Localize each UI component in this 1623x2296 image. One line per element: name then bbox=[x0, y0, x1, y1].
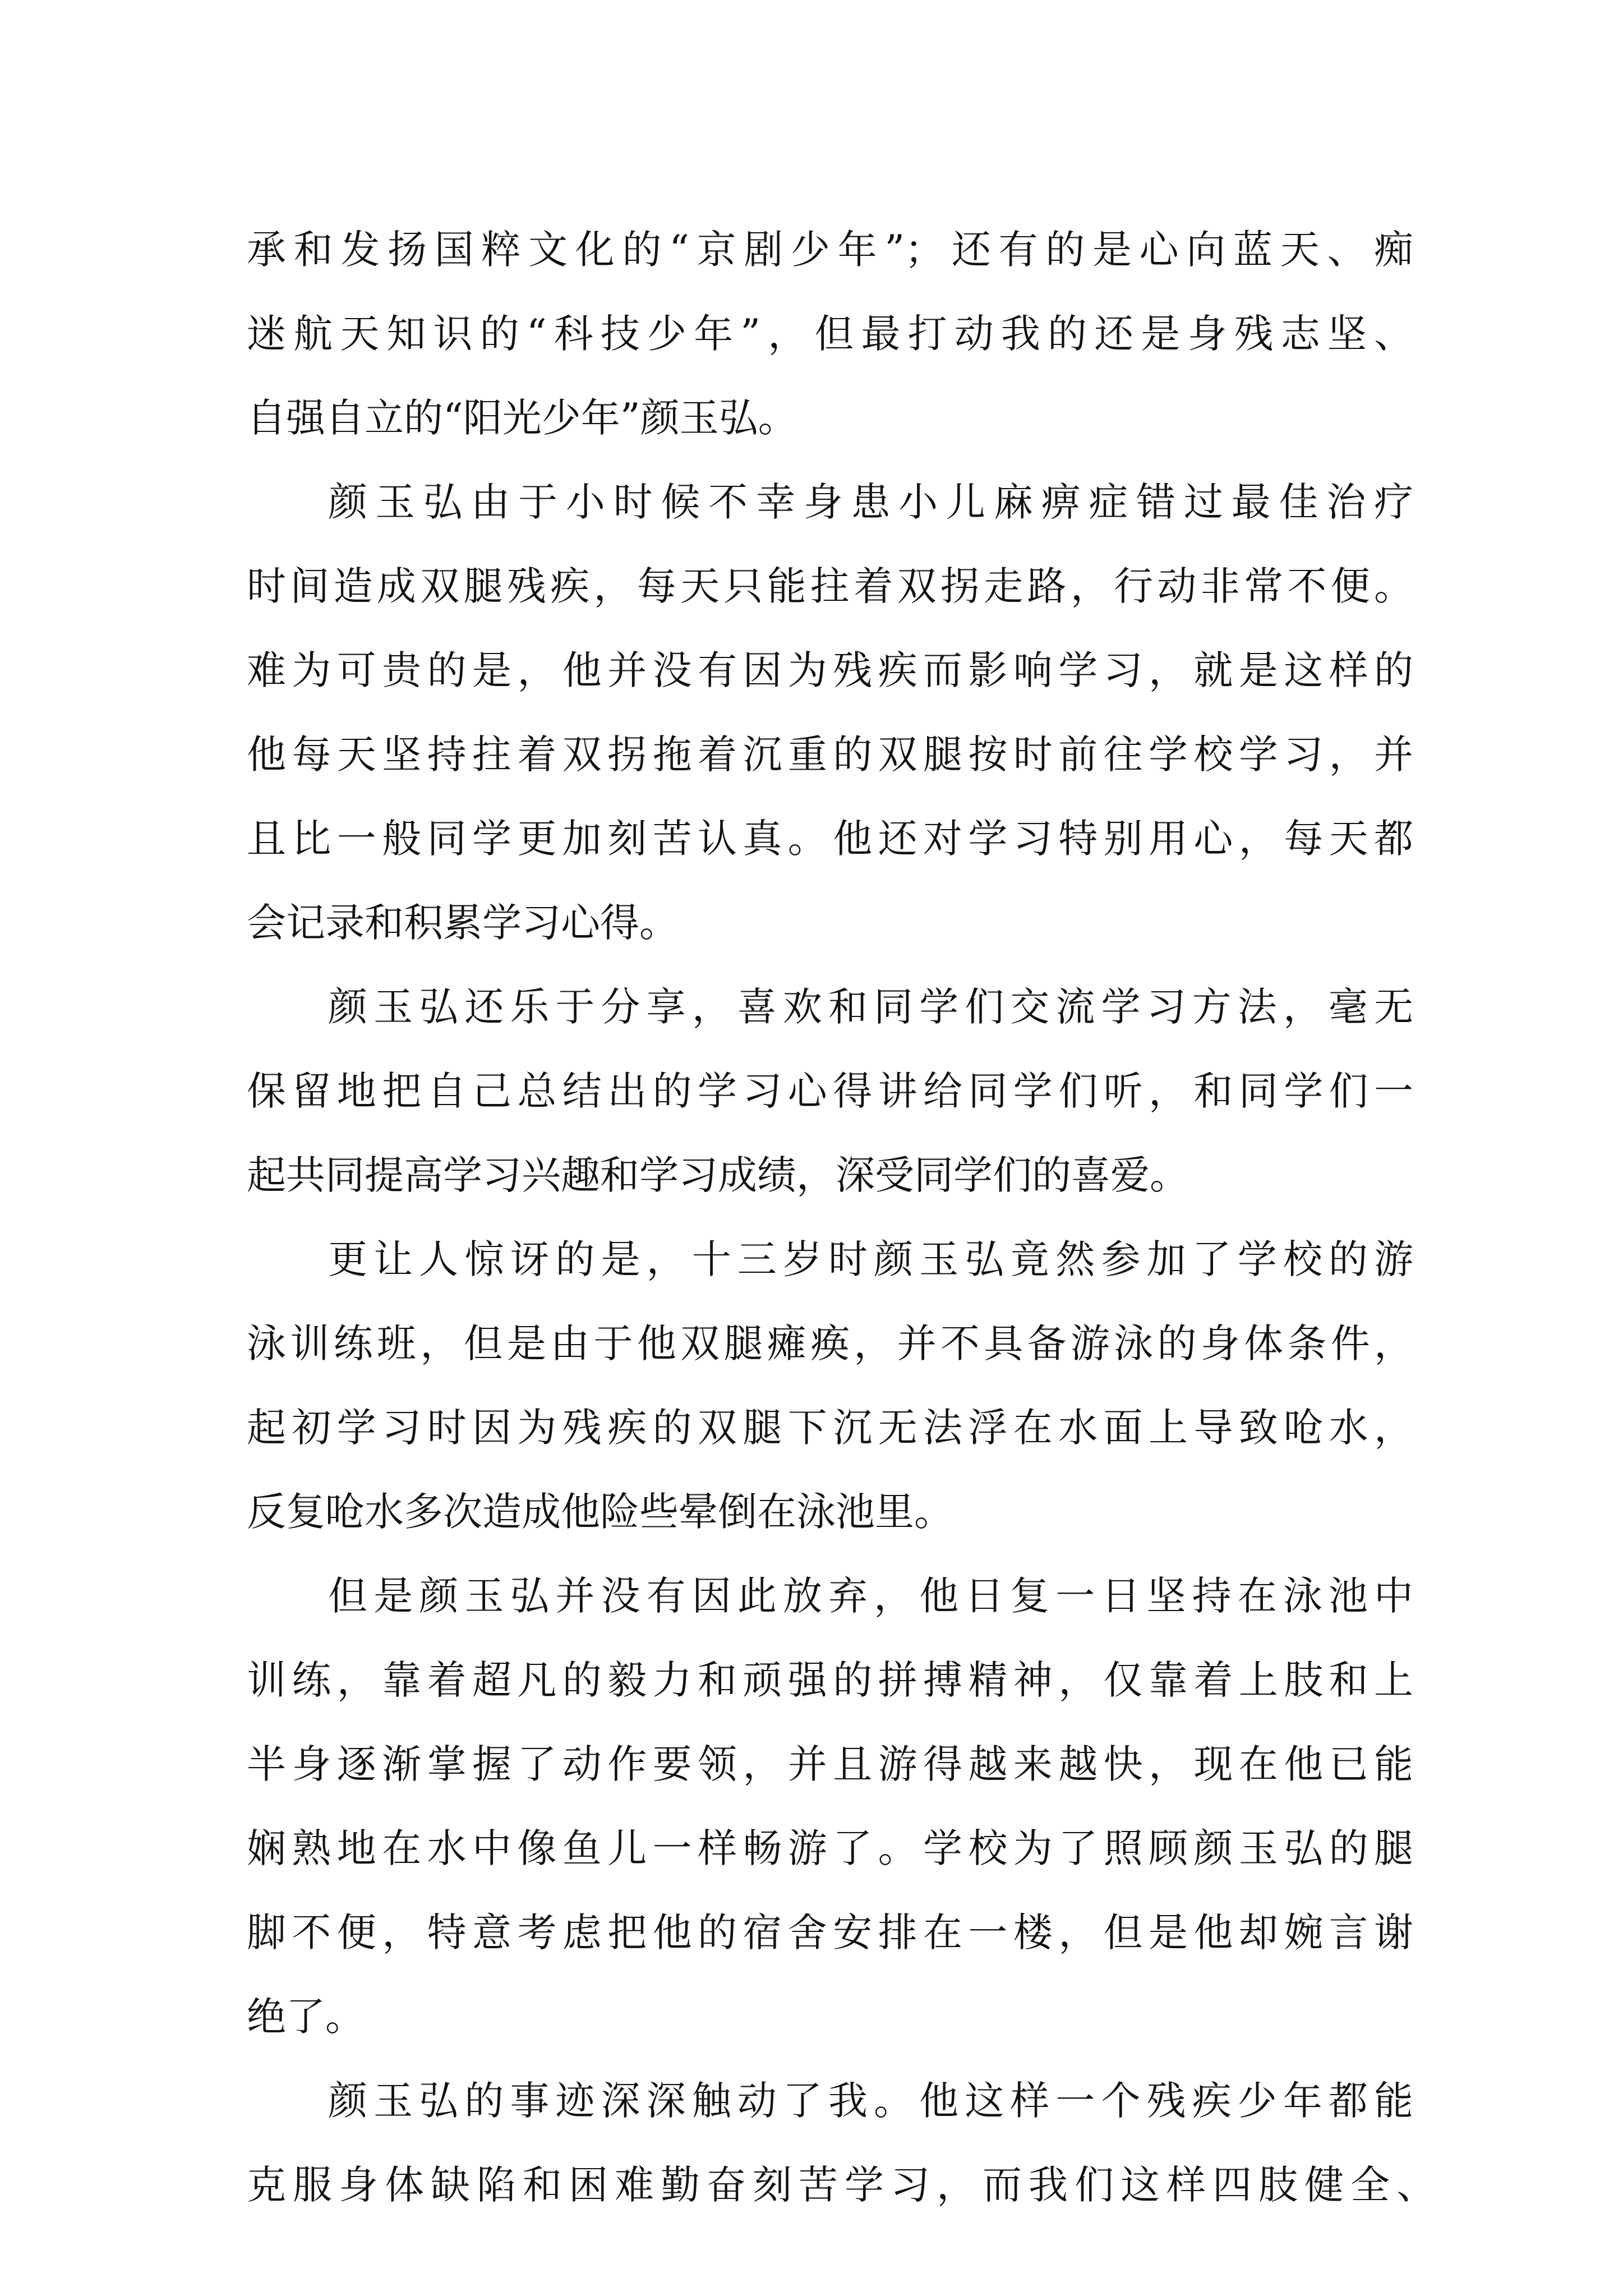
text-line: 自强自立的“阳光少年”颜玉弘。 bbox=[247, 395, 797, 441]
text-line: 且比一般同学更加刻苦认真。他还对学习特别用心，每天都 bbox=[247, 816, 1413, 862]
text-line: 时间造成双腿残疾，每天只能拄着双拐走路，行动非常不便。 bbox=[247, 563, 1413, 609]
text-line: 娴熟地在水中像鱼儿一样畅游了。学校为了照顾颜玉弘的腿 bbox=[247, 1825, 1413, 1871]
text-line: 绝了。 bbox=[247, 1994, 365, 2040]
paragraph-first-line: 颜玉弘还乐于分享，喜欢和同学们交流学习方法，毫无 bbox=[328, 984, 1413, 1030]
text-line: 保留地把自己总结出的学习心得讲给同学们听，和同学们一 bbox=[247, 1068, 1413, 1114]
text-line: 他每天坚持拄着双拐拖着沉重的双腿按时前往学校学习，并 bbox=[247, 731, 1413, 777]
paragraph-first-line: 更让人惊讶的是，十三岁时颜玉弘竟然参加了学校的游 bbox=[328, 1236, 1413, 1282]
paragraph-first-line: 但是颜玉弘并没有因此放弃，他日复一日坚持在泳池中 bbox=[328, 1573, 1413, 1619]
text-line: 克服身体缺陷和困难勤奋刻苦学习，而我们这样四肢健全、 bbox=[247, 2162, 1436, 2208]
text-line: 泳训练班，但是由于他双腿瘫痪，并不具备游泳的身体条件， bbox=[247, 1320, 1413, 1366]
text-line: 脚不便，特意考虑把他的宿舍安排在一楼，但是他却婉言谢 bbox=[247, 1910, 1413, 1955]
text-line: 承和发扬国粹文化的“京剧少年”；还有的是心向蓝天、痴 bbox=[247, 227, 1413, 273]
text-line: 难为可贵的是，他并没有因为残疾而影响学习，就是这样的 bbox=[247, 647, 1413, 693]
document-body bbox=[247, 208, 1436, 2227]
paragraph-first-line: 颜玉弘的事迹深深触动了我。他这样一个残疾少年都能 bbox=[328, 2078, 1413, 2124]
text-line: 反复呛水多次造成他险些晕倒在泳池里。 bbox=[247, 1489, 953, 1535]
text-line: 会记录和积累学习心得。 bbox=[247, 900, 679, 946]
text-line: 起共同提高学习兴趣和学习成绩，深受同学们的喜爱。 bbox=[247, 1152, 1189, 1198]
text-line: 起初学习时因为残疾的双腿下沉无法浮在水面上导致呛水， bbox=[247, 1405, 1413, 1451]
text-line: 半身逐渐掌握了动作要领，并且游得越来越快，现在他已能 bbox=[247, 1741, 1413, 1787]
text-line: 迷航天知识的“科技少年”，但最打动我的还是身残志坚、 bbox=[247, 311, 1413, 357]
text-line: 训练，靠着超凡的毅力和顽强的拼搏精神，仅靠着上肢和上 bbox=[247, 1657, 1413, 1703]
paragraph-first-line: 颜玉弘由于小时候不幸身患小儿麻痹症错过最佳治疗 bbox=[328, 479, 1413, 525]
